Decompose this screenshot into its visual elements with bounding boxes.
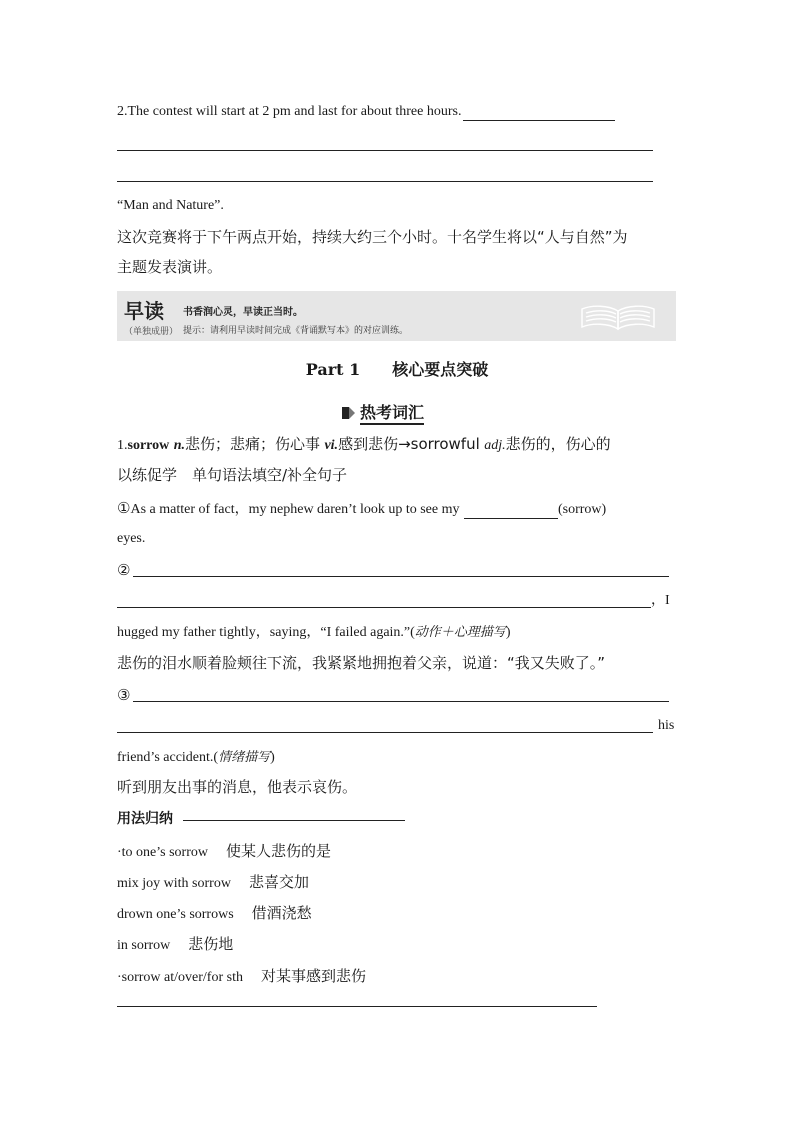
exercise-text: friend’s accident.(: [117, 750, 219, 765]
usage-item: [117, 873, 309, 893]
note-bracket: ): [270, 750, 275, 765]
practice-heading: 以练促学 单句语法填空/补全句子: [117, 466, 348, 484]
exercise-2-tail: ，I: [651, 593, 670, 608]
usage-phrase: drown one’s sorrows: [117, 907, 234, 922]
exercise-3-number: ③: [117, 686, 131, 704]
usage-divider: [183, 820, 405, 821]
entry-word: sorrow: [127, 438, 170, 453]
answer-blank[interactable]: [464, 504, 558, 519]
q2-sentence-text: 2.The contest will start at 2 pm and last for about three hours.: [117, 104, 462, 119]
banner-tip: 提示：请利用早读时间完成《背诵默写本》的对应训练。: [183, 326, 409, 336]
entry-number: 1.: [117, 438, 128, 453]
banner-motto: 书香润心灵，早读正当时。: [183, 307, 303, 318]
q2-continuation: “Man and Nature”.: [117, 198, 224, 213]
exercise-3-tail: his: [658, 718, 675, 733]
usage-item: [117, 904, 312, 924]
usage-meaning: 悲喜交加: [248, 873, 309, 891]
exercise-text: hugged my father tightly，saying，“I failed again.”(: [117, 625, 415, 640]
usage-meaning: 对某事感到悲伤: [260, 967, 366, 985]
part-title: Part 1 核心要点突破: [305, 360, 489, 379]
usage-phrase: ·sorrow at/over/for sth: [117, 970, 243, 985]
q2-sentence: [117, 103, 615, 121]
q2-translation-line1: 这次竞赛将于下午两点开始，持续大约三个小时。十名学生将以“人与自然”为: [117, 228, 628, 246]
usage-meaning: 借酒浇愁: [251, 904, 312, 922]
q2-translation-line2: 主题发表演讲。: [117, 258, 223, 276]
section-title-text: 热考词汇: [360, 403, 424, 425]
answer-line[interactable]: [117, 181, 653, 182]
entry-definition: 悲伤的，伤心的: [505, 435, 611, 453]
exercise-3-line3: [117, 748, 275, 767]
usage-title: 用法归纳: [117, 811, 173, 827]
exercise-3-translation: 听到朋友出事的消息，他表示哀伤。: [117, 778, 358, 796]
entry-pos: n.: [173, 438, 185, 453]
vocab-entry: [117, 435, 611, 455]
exercise-2-translation: 悲伤的泪水顺着脸颊往下流，我紧紧地拥抱着父亲，说道：“我又失败了。”: [117, 654, 606, 672]
answer-line[interactable]: [117, 150, 653, 151]
usage-item: [117, 935, 233, 955]
section-marker-icon: [342, 406, 356, 420]
note-bracket: ): [505, 625, 511, 640]
usage-phrase: in sorrow: [117, 938, 171, 953]
answer-line[interactable]: [133, 701, 669, 702]
exercise-text: As a matter of fact，my nephew daren’t look up to see my: [130, 502, 460, 517]
usage-item: [117, 967, 366, 987]
exercise-2-number: ②: [117, 561, 131, 579]
usage-phrase: ·to one’s sorrow: [117, 845, 208, 860]
answer-line[interactable]: [117, 607, 651, 608]
morning-reading-banner: [117, 291, 676, 341]
answer-line[interactable]: [133, 576, 669, 577]
usage-meaning: 悲伤地: [188, 935, 234, 953]
section-title: [342, 400, 424, 423]
answer-line[interactable]: [117, 732, 653, 733]
entry-definition: 感到悲伤→sorrowful: [338, 435, 480, 453]
open-book-icon: [578, 299, 658, 333]
entry-pos: adj.: [484, 438, 506, 453]
writing-note: 情绪描写: [218, 750, 271, 765]
banner-subtitle: （单独成册）: [124, 327, 179, 337]
answer-blank[interactable]: [463, 106, 615, 121]
exercise-hint: (sorrow): [557, 502, 607, 517]
entry-definition: 悲伤；悲痛；伤心事: [184, 435, 320, 453]
usage-meaning: 使某人悲伤的是: [226, 842, 332, 860]
exercise-1-tail: eyes.: [117, 531, 146, 546]
exercise-number: ①: [117, 499, 131, 517]
entry-pos: vi.: [324, 438, 339, 453]
banner-title: 早读: [124, 299, 164, 323]
usage-bottom-rule: [117, 1006, 597, 1007]
usage-item: [117, 842, 331, 862]
usage-phrase: mix joy with sorrow: [117, 876, 231, 891]
exercise-1: [117, 499, 606, 519]
exercise-2-line3: [117, 623, 510, 642]
writing-note: 动作＋心理描写: [414, 625, 506, 640]
